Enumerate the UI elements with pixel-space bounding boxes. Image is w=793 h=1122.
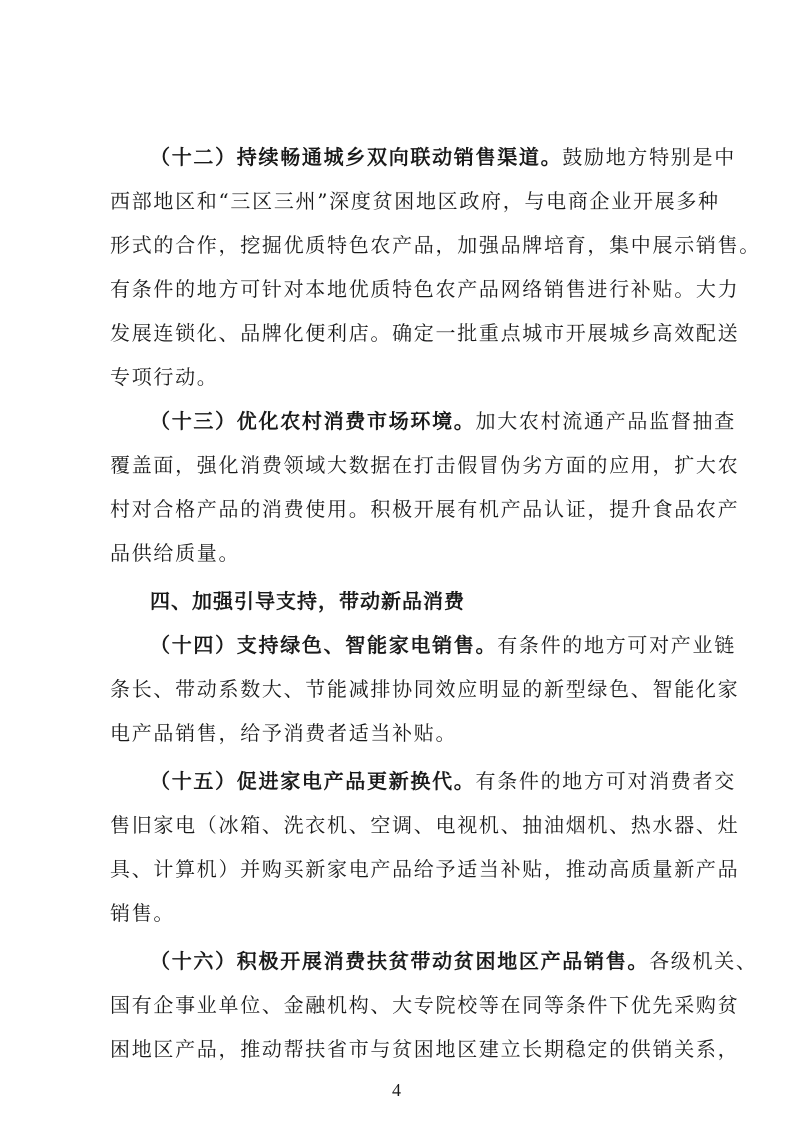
section-heading: 四、加强引导支持，带动新品消费 [150, 589, 465, 613]
paragraph-12-line-1 [150, 137, 736, 177]
paragraph-13-line-4: 品供给质量。 [110, 541, 241, 565]
paragraph-12-line-5: 发展连锁化、品牌化便利店。确定一批重点城市开展城乡高效配送 [110, 321, 740, 345]
paragraph-13-lead: （十三）优化农村消费市场环境。 [150, 409, 476, 433]
paragraph-12-lead: （十二）持续畅通城乡双向联动销售渠道。 [150, 145, 563, 169]
paragraph-14-line-2: 条长、带动系数大、节能减排协同效应明显的新型绿色、智能化家 [110, 677, 740, 701]
paragraph-16-line-2: 国有企事业单位、金融机构、大专院校等在同等条件下优先采购贫 [110, 993, 740, 1017]
paragraph-13-line-1 [150, 401, 736, 441]
paragraph-15-line-3: 具、计算机）并购买新家电产品给予适当补贴，推动高质量新产品 [110, 857, 740, 881]
paragraph-12-text: 鼓励地方特别是中 [562, 145, 736, 169]
paragraph-13-line-3: 村对合格产品的消费使用。积极开展有机产品认证，提升食品农产 [110, 497, 740, 521]
paragraph-15-lead: （十五）促进家电产品更新换代。 [150, 769, 476, 793]
paragraph-12-line-6: 专项行动。 [110, 365, 219, 389]
paragraph-13-text: 加大农村流通产品监督抽查 [475, 409, 736, 433]
paragraph-15-line-4: 销售。 [110, 901, 176, 925]
paragraph-12-line-4: 有条件的地方可针对本地优质特色农产品网络销售进行补贴。大力 [110, 277, 740, 301]
paragraph-12-line-2: 西部地区和“三区三州”深度贫困地区政府，与电商企业开展多种 [110, 189, 720, 213]
paragraph-14-line-3: 电产品销售，给予消费者适当补贴。 [110, 721, 458, 745]
paragraph-15-line-1 [150, 761, 736, 801]
paragraph-13-line-2: 覆盖面，强化消费领域大数据在打击假冒伪劣方面的应用，扩大农 [110, 453, 740, 477]
paragraph-14-line-1 [150, 625, 736, 665]
paragraph-15-text: 有条件的地方可对消费者交 [475, 769, 736, 793]
paragraph-12-line-3: 形式的合作，挖掘优质特色农产品，加强品牌培育，集中展示销售。 [110, 233, 761, 257]
paragraph-14-text: 有条件的地方可对产业链 [497, 633, 736, 657]
page-number: 4 [392, 1080, 401, 1100]
paragraph-16-line-1 [150, 941, 758, 981]
paragraph-14-lead: （十四）支持绿色、智能家电销售。 [150, 633, 498, 657]
paragraph-16-lead: （十六）积极开展消费扶贫带动贫困地区产品销售。 [150, 949, 650, 973]
paragraph-15-line-2: 售旧家电（冰箱、洗衣机、空调、电视机、抽油烟机、热水器、灶 [110, 813, 740, 837]
paragraph-16-text: 各级机关、 [649, 949, 758, 973]
paragraph-16-line-3: 困地区产品，推动帮扶省市与贫困地区建立长期稳定的供销关系， [110, 1037, 740, 1061]
